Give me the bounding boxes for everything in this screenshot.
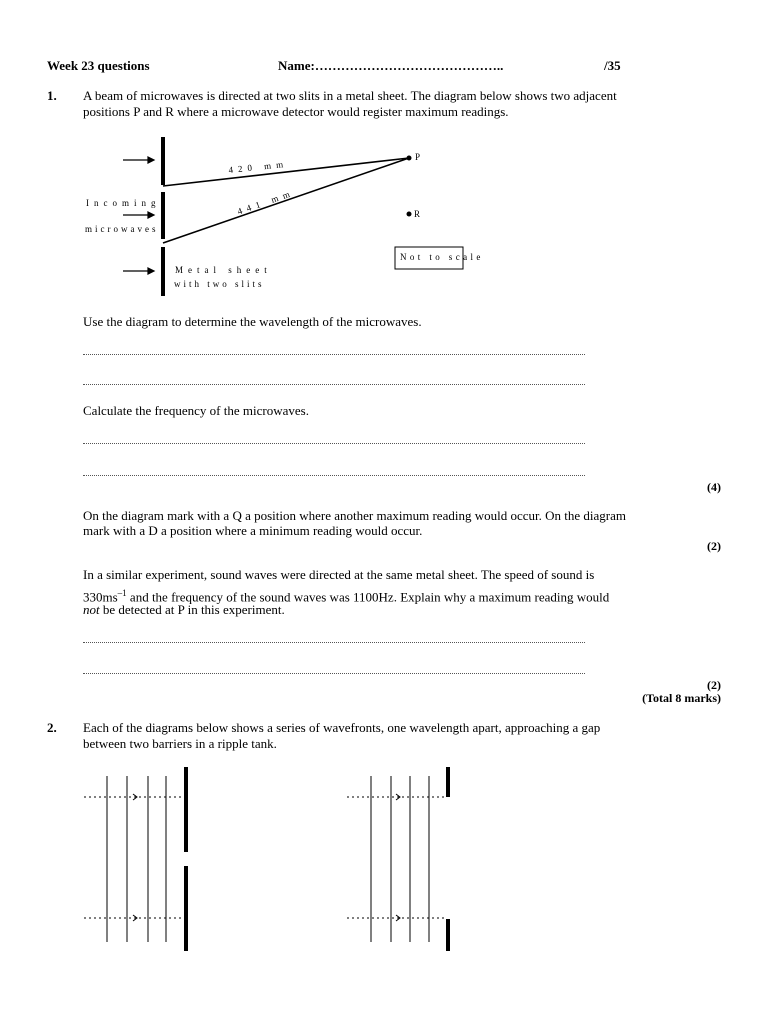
metal-sheet-label-line-1: Metal sheet bbox=[175, 265, 272, 275]
answer-line[interactable] bbox=[83, 443, 585, 444]
ripple-tank-diagrams bbox=[0, 754, 768, 1024]
answer-line[interactable] bbox=[83, 384, 585, 385]
metal-sheet-top bbox=[161, 137, 165, 185]
distance-label-441: 441 mm bbox=[236, 187, 296, 217]
answer-line[interactable] bbox=[83, 673, 585, 674]
marks-1d: (2) bbox=[707, 678, 721, 692]
speed-value: 330ms bbox=[83, 589, 118, 605]
ripple-tank-diagram-right bbox=[347, 767, 450, 951]
point-p-dot bbox=[407, 156, 412, 161]
answer-line[interactable] bbox=[83, 642, 585, 643]
question-1c-line-1: On the diagram mark with a Q a position where another maximum reading would occur. On the diagram bbox=[83, 508, 626, 523]
marks-1ab: (4) bbox=[707, 480, 721, 494]
double-slit-diagram bbox=[0, 0, 768, 310]
question-2-intro-line-2: between two barriers in a ripple tank. bbox=[83, 736, 277, 751]
emphasis-not: not bbox=[83, 602, 100, 617]
point-r-label: R bbox=[414, 209, 421, 219]
distance-label-420: 420 mm bbox=[228, 158, 289, 175]
incoming-label-line-1: Incoming bbox=[86, 198, 161, 208]
incoming-arrows bbox=[123, 157, 154, 274]
ripple-tank-diagram-left bbox=[84, 767, 188, 951]
name-field-label: Name:…………………………………….. bbox=[278, 58, 504, 73]
answer-line[interactable] bbox=[83, 475, 585, 476]
question-1-intro-line-2: positions P and R where a microwave detector would register maximum readings. bbox=[83, 104, 509, 119]
question-1d-line-3 bbox=[83, 602, 285, 618]
marks-1c: (2) bbox=[707, 539, 721, 553]
question-1d-line-2-rest: and the frequency of the sound waves was 1100Hz. Explain why a maximum reading would bbox=[126, 589, 610, 605]
point-p-label: P bbox=[415, 152, 421, 162]
worksheet-title: Week 23 questions bbox=[47, 58, 150, 73]
question-2-number: 2. bbox=[47, 720, 57, 735]
incoming-label-line-2: microwaves bbox=[85, 224, 159, 234]
speed-unit-exponent: –1 bbox=[117, 588, 127, 598]
metal-sheet-middle bbox=[161, 192, 165, 239]
metal-sheet-bottom bbox=[161, 247, 165, 296]
path-line-441 bbox=[163, 158, 409, 243]
question-1c-line-2: mark with a D a position where a minimum reading would occur. bbox=[83, 523, 423, 538]
question-1d-line-1: In a similar experiment, sound waves were directed at the same metal sheet. The speed of sound is bbox=[83, 567, 595, 582]
question-2-intro-line-1: Each of the diagrams below shows a series of wavefronts, one wavelength apart, approaching a gap bbox=[83, 720, 601, 735]
total-marks: /35 bbox=[604, 58, 621, 73]
question-1-number: 1. bbox=[47, 88, 57, 103]
metal-sheet-label-line-2: with two slits bbox=[174, 279, 265, 289]
answer-line[interactable] bbox=[83, 354, 585, 355]
scale-note-label: Not to scale bbox=[400, 252, 484, 262]
question-1b-text: Calculate the frequency of the microwaves. bbox=[83, 403, 309, 418]
question-1a-text: Use the diagram to determine the wavelength of the microwaves. bbox=[83, 314, 422, 329]
question-1-total: (Total 8 marks) bbox=[642, 691, 721, 705]
question-1d-line-3-rest: be detected at P in this experiment. bbox=[99, 602, 285, 617]
question-1-intro-line-1: A beam of microwaves is directed at two slits in a metal sheet. The diagram below shows two adjacent bbox=[83, 88, 617, 103]
point-r-dot bbox=[407, 212, 412, 217]
